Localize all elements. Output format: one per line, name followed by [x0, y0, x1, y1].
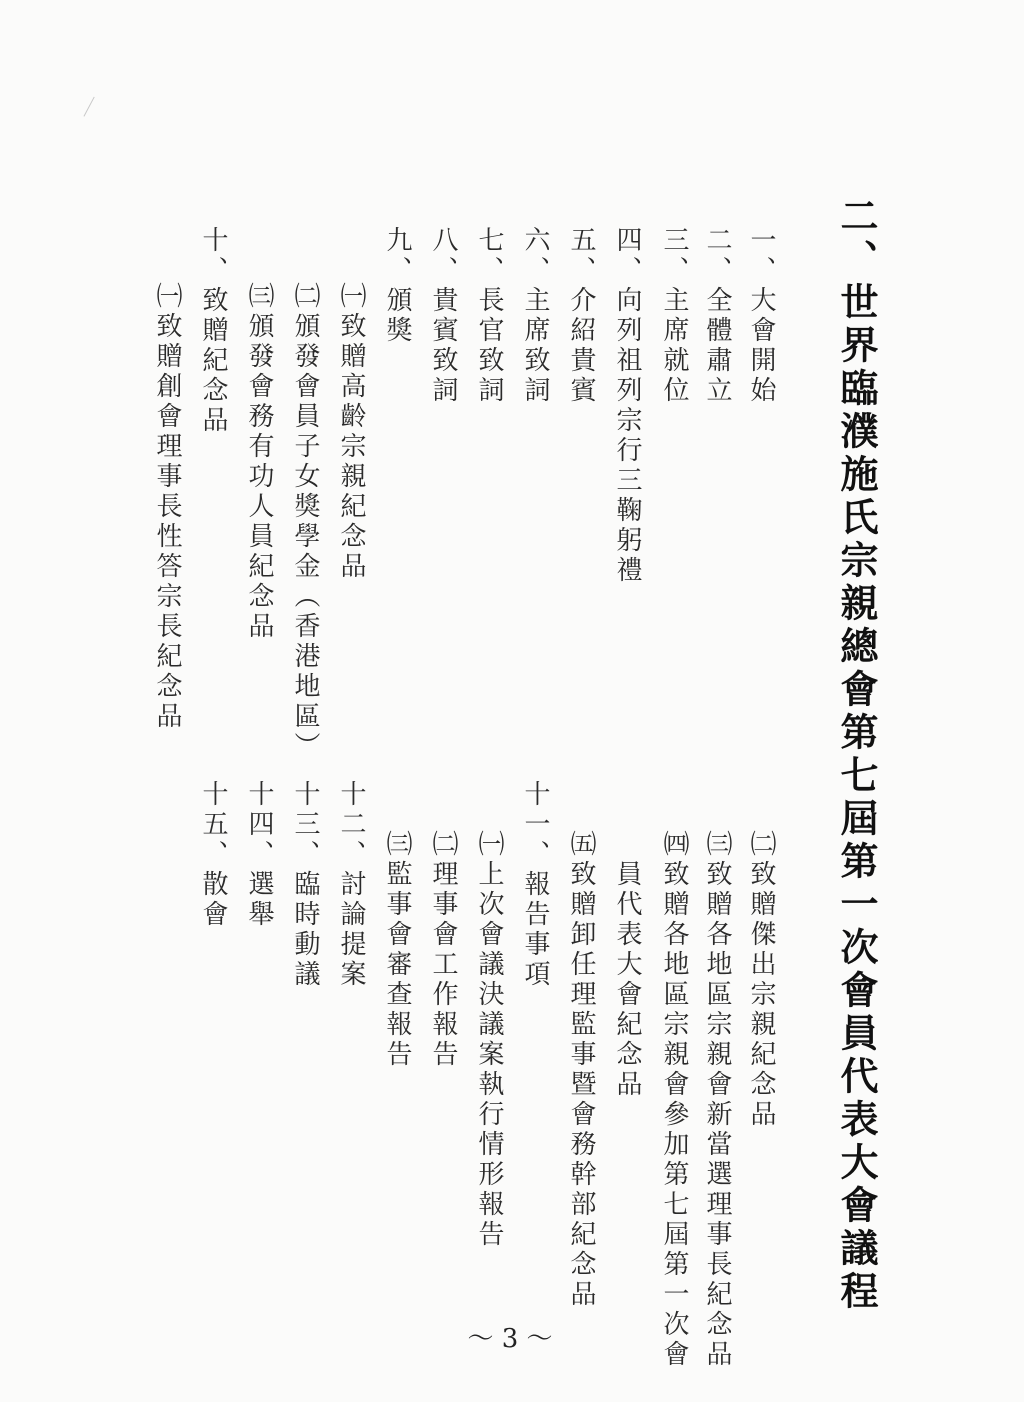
agenda-subitem-9-2: ㈡頒發會員子女獎學金（香港地區） [290, 282, 320, 762]
agenda-item-7: 七、長官致詞 [474, 226, 504, 406]
agenda-item-4: 四、向列祖列宗行三鞠躬禮 [612, 226, 642, 586]
agenda-item-6: 六、主席致詞 [520, 226, 550, 406]
agenda-subitem-10-3: ㈢致贈各地區宗親會新當選理事長紀念品 [702, 830, 732, 1370]
agenda-item-12: 十二、討論提案 [336, 780, 366, 990]
agenda-item-11: 十一、報告事項 [520, 780, 550, 990]
agenda-subitem-11-3: ㈢監事會審查報告 [382, 830, 412, 1070]
agenda-subitem-10-2: ㈡致贈傑出宗親紀念品 [746, 830, 776, 1130]
page-number: ～ 3 ～ [467, 1324, 553, 1354]
agenda-subitem-10-5: ㈤致贈卸任理監事暨會務幹部紀念品 [566, 830, 596, 1310]
agenda-item-14: 十四、選舉 [244, 780, 274, 930]
agenda-subitem-11-2: ㈡理事會工作報告 [428, 830, 458, 1070]
agenda-subitem-10-4-cont: 員代表大會紀念品 [612, 860, 642, 1100]
agenda-item-13: 十三、臨時動議 [290, 780, 320, 990]
agenda-item-10: 十、致贈紀念品 [198, 226, 228, 436]
agenda-item-8: 八、貴賓致詞 [428, 226, 458, 406]
agenda-subitem-9-1: ㈠致贈高齡宗親紀念品 [336, 282, 366, 582]
page-title: 二、世界臨濮施氏宗親總會第七屆第一次會員代表大會議程 [834, 196, 879, 1314]
agenda-subitem-10-4: ㈣致贈各地區宗親會參加第七屆第一次會 [659, 830, 689, 1370]
agenda-item-9: 九、頒獎 [382, 226, 412, 346]
agenda-subitem-10-1: ㈠致贈創會理事長性答宗長紀念品 [152, 282, 182, 732]
agenda-subitem-11-1: ㈠上次會議決議案執行情形報告 [474, 830, 504, 1250]
agenda-item-15: 十五、散會 [198, 780, 228, 930]
agenda-item-3: 三、主席就位 [659, 226, 689, 406]
agenda-item-1: 一、大會開始 [746, 226, 776, 406]
agenda-subitem-9-3: ㈢頒發會務有功人員紀念品 [244, 282, 274, 642]
agenda-item-2: 二、全體肅立 [702, 226, 732, 406]
agenda-item-5: 五、介紹貴賓 [566, 226, 596, 406]
scan-mark [83, 97, 103, 122]
